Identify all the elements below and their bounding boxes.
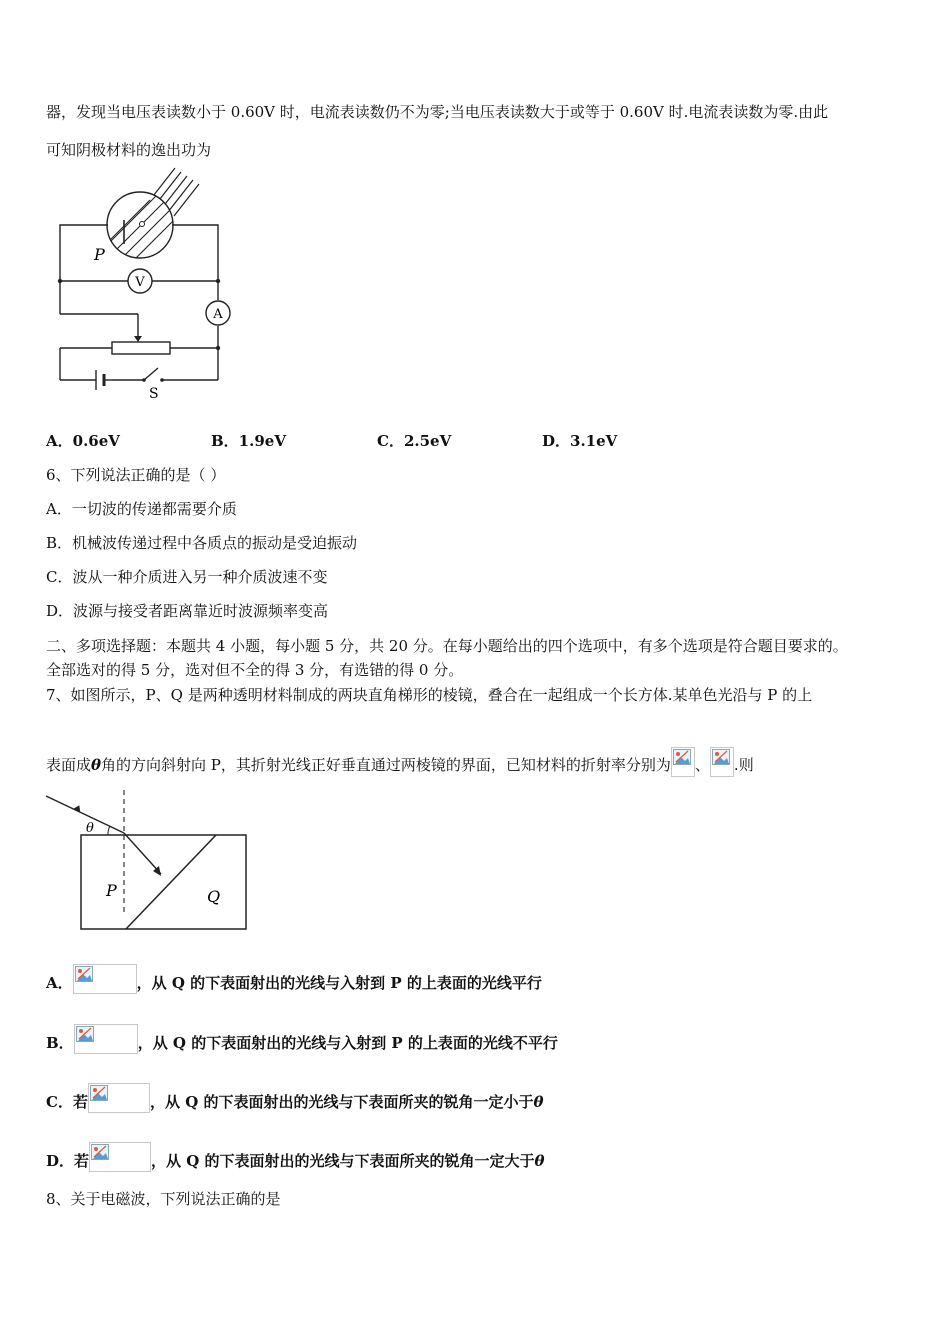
q5-option-b[interactable]: B．1.9eV (211, 432, 286, 450)
q6-option-a[interactable]: A．一切波的传递都需要介质 (46, 500, 237, 518)
q6-option-d[interactable]: D．波源与接受者距离靠近时波源频率变高 (46, 602, 329, 620)
prism-p-label: P (106, 881, 117, 900)
q7-option-d-text: ，从 Q 的下表面射出的光线与下表面所夹的锐角一定大于 (151, 1152, 535, 1170)
q7-option-a-formula-image (73, 964, 137, 994)
q7-option-a-text: ，从 Q 的下表面射出的光线与入射到 P 的上表面的光线平行 (136, 974, 542, 992)
q7-sep: 、 (694, 756, 710, 774)
q6-option-c[interactable]: C．波从一种介质进入另一种介质波速不变 (46, 568, 328, 586)
q7-option-a-letter: A． (46, 974, 73, 992)
q7-option-b-letter: B． (46, 1034, 74, 1052)
prism-diagram (44, 788, 254, 934)
switch-label: S (149, 386, 159, 402)
cathode-label: P (94, 245, 105, 264)
q7-tail: .则 (733, 756, 754, 774)
photoelectric-circuit-diagram (50, 160, 240, 405)
q6-option-b[interactable]: B．机械波传递过程中各质点的振动是受迫振动 (46, 534, 358, 552)
q7-option-b-text: ，从 Q 的下表面射出的光线与入射到 P 的上表面的光线不平行 (137, 1034, 558, 1052)
q7-text-part-a: 表面成 (46, 756, 92, 774)
theta-symbol: θ (91, 756, 102, 774)
q7-option-d-theta: θ (534, 1152, 545, 1170)
q5-option-a[interactable]: A．0.6eV (46, 432, 120, 450)
q7-text-line-2 (46, 747, 754, 775)
section2-heading-line-2: 全部选对的得 5 分，选对但不全的得 3 分，有选错的得 0 分。 (46, 661, 464, 679)
q7-option-d[interactable] (46, 1142, 545, 1171)
refractive-index-q-image (710, 747, 734, 777)
q7-option-d-prefix: 若 (74, 1152, 90, 1170)
q7-option-a[interactable] (46, 964, 542, 993)
q7-text-part-b: 角的方向斜射向 P，其折射光线正好垂直通过两棱镜的界面，已知材料的折射率分别为 (101, 756, 671, 774)
q8-stem: 8、关于电磁波，下列说法正确的是 (46, 1190, 281, 1208)
q7-option-c-theta: θ (533, 1093, 544, 1111)
q7-option-c-letter: C． (46, 1093, 73, 1111)
q5-text-line-1: 器，发现当电压表读数小于 0.60V 时，电流表读数仍不为零;当电压表读数大于或等于 0.60V 时.电流表读数为零.由此 (46, 103, 829, 121)
q7-option-b[interactable] (46, 1024, 558, 1053)
angle-theta-label: θ (86, 821, 94, 836)
q7-option-d-letter: D． (46, 1152, 75, 1170)
incident-ray (46, 796, 124, 833)
switch (144, 368, 158, 380)
q5-text-line-2: 可知阴极材料的逸出功为 (46, 141, 212, 159)
q7-text-line-1: 7、如图所示，P、Q 是两种透明材料制成的两块直角梯形的棱镜，叠合在一起组成一个长方体.某单色光沿与 P 的上 (46, 686, 813, 704)
q5-option-c[interactable]: C．2.5eV (377, 432, 452, 450)
q7-option-c-text: ，从 Q 的下表面射出的光线与下表面所夹的锐角一定小于 (149, 1093, 534, 1111)
q7-option-b-formula-image (74, 1024, 138, 1054)
prism-q-label: Q (207, 887, 221, 906)
q5-option-d[interactable]: D．3.1eV (542, 432, 618, 450)
q7-option-c[interactable] (46, 1083, 544, 1112)
q6-stem: 6、下列说法正确的是（ ） (46, 466, 226, 484)
q7-option-c-formula-image (88, 1083, 150, 1113)
q7-option-d-formula-image (89, 1142, 151, 1172)
section2-heading-line-1: 二、多项选择题：本题共 4 小题，每小题 5 分，共 20 分。在每小题给出的四个选项中，有多个选项是符合题目要求的。 (46, 637, 848, 655)
ammeter-label: A (213, 307, 223, 322)
rheostat (112, 342, 170, 354)
q7-option-c-prefix: 若 (72, 1093, 88, 1111)
refractive-index-p-image (671, 747, 695, 777)
voltmeter-label: V (135, 275, 145, 290)
